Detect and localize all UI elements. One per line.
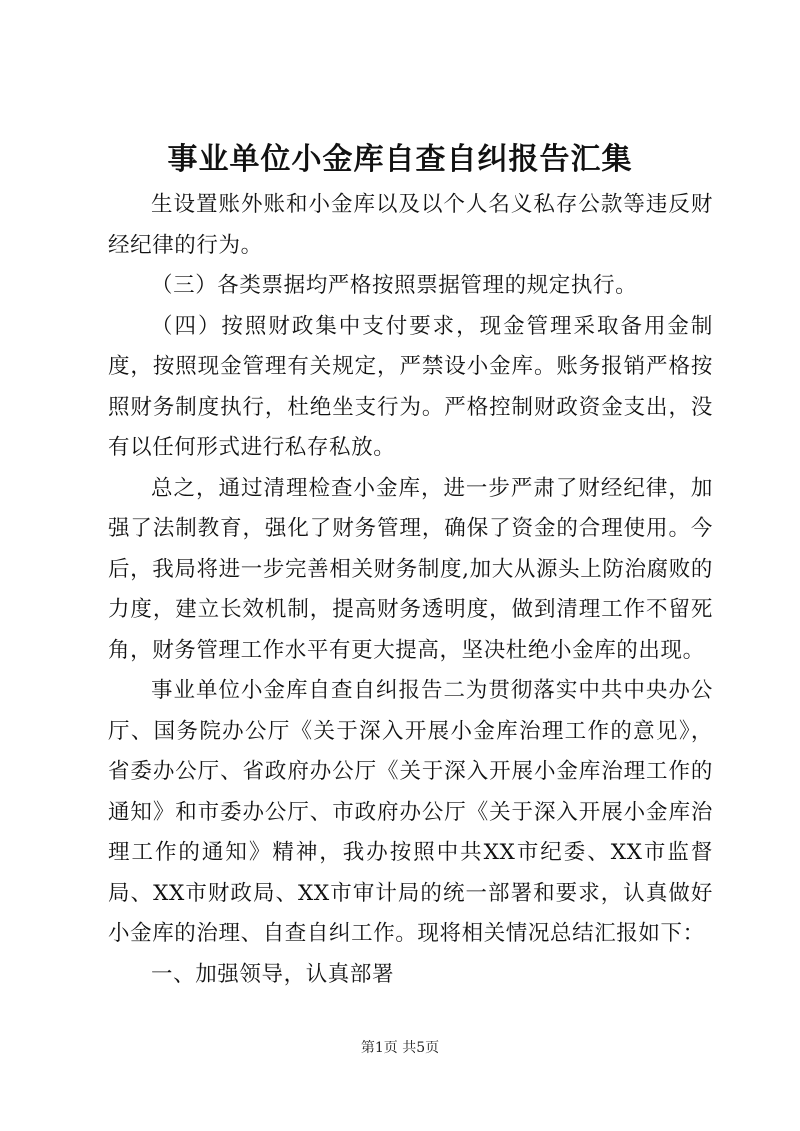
document-body xyxy=(108,185,713,995)
document-title: 事业单位小金库自查自纠报告汇集 xyxy=(167,142,633,177)
paragraph-summary: 总之，通过清理检查小金库，进一步严肃了财经纪律，加强了法制教育，强化了财务管理，确保了资金的合理使用。今后，我局将进一步完善相关财务制度,加大从源头上防治腐败的力度，建立长效机制，提高财务透明度，做到清理工作不留死角，财务管理工作水平有更大提高，坚决杜绝小金库的出现。 xyxy=(108,475,713,663)
paragraph-four: （四）按照财政集中支付要求，现金管理采取备用金制度，按照现金管理有关规定，严禁设小金库。账务报销严格按照财务制度执行，杜绝坐支行为。严格控制财政资金支出，没有以任何形式进行私存私放。 xyxy=(108,313,713,460)
section-heading-one: 一、加强领导，认真部署 xyxy=(151,961,395,987)
paragraph-continued: 生设置账外账和小金库以及以个人名义私存公款等违反财经纪律的行为。 xyxy=(108,192,713,258)
paragraph-three: （三）各类票据均严格按照票据管理的规定执行。 xyxy=(151,273,638,298)
page-footer: 第1页 共5页 xyxy=(360,1040,440,1056)
paragraph-report-two: 事业单位小金库自查自纠报告二为贯彻落实中共中央办公厅、国务院办公厅《关于深入开展小金库治理工作的意见》，省委办公厅、省政府办公厅《关于深入开展小金库治理工作的通知》和市委办公厅、市政府办公厅《关于深入开展小金库治理工作的通知》精神，我办按照中共XX市纪委、XX市监督局、XX市财政局、XX市审计局的统一部署和要求，认真做好小金库的治理、自查自纠工作。现将相关情况总结汇报如下： xyxy=(108,678,713,946)
